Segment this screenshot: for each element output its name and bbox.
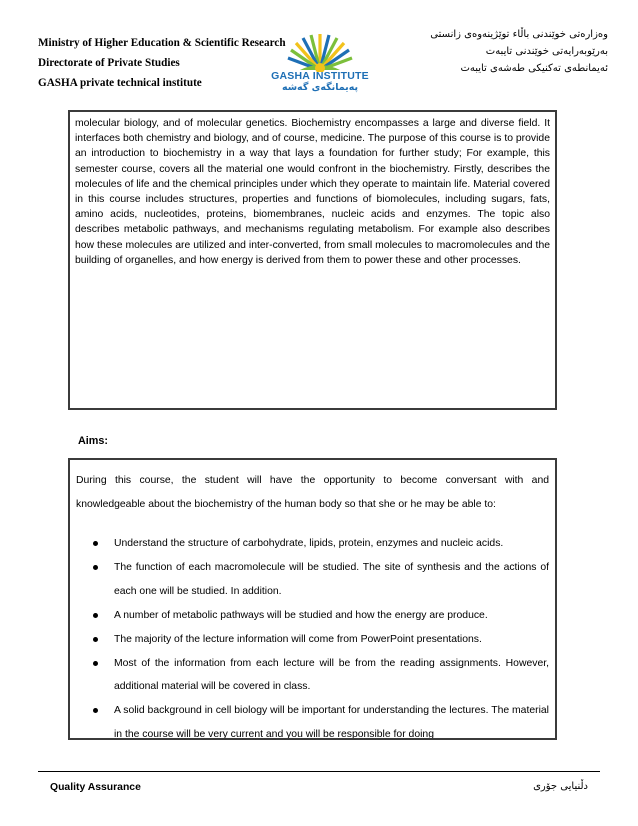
aims-heading: Aims: — [78, 435, 108, 447]
aims-item-text: The majority of the lecture information will come from PowerPoint presentations. — [114, 633, 482, 645]
aims-intro: During this course, the student will have the opportunity to become conversant with and knowledgeable about the biochemistry of the human body so that she or he may be able to: — [76, 475, 549, 510]
bullet-icon — [93, 565, 98, 570]
aims-item-text: A solid background in cell biology will be important for understanding the lectures. The material in the course will be very current and you will be responsible for doing — [114, 705, 549, 740]
bullet-icon — [93, 708, 98, 713]
header-ministry-kurdish: وەزارەتی خوێندنی باڵاء توێژینەوەی زانستی — [430, 29, 608, 40]
aims-list-item — [76, 652, 549, 699]
course-description-box — [68, 110, 557, 410]
footer-quality-assurance: Quality Assurance — [50, 782, 141, 793]
aims-box — [68, 458, 557, 740]
aims-item-text: Understand the structure of carbohydrate, lipids, protein, enzymes and nucleic acids. — [114, 538, 504, 549]
header-left-block — [38, 38, 286, 99]
header-directorate: Directorate of Private Studies — [38, 57, 180, 70]
aims-list-item — [76, 604, 549, 628]
sunburst-icon — [270, 30, 370, 72]
logo-subtitle: پەیمانگەی گەشە — [281, 82, 359, 93]
header-institute: GASHA private technical institute — [38, 77, 202, 90]
aims-list-item — [76, 699, 549, 740]
header-directorate-kurdish: بەرێوبەرایەتی خوێندنی تایبەت — [485, 46, 608, 57]
aims-item-text: The function of each macromolecule will be studied. The site of synthesis and the actions of each one will be studied. In addition. — [114, 562, 549, 597]
header-ministry: Ministry of Higher Education & Scientific Research — [38, 37, 286, 49]
logo-name: GASHA INSTITUTE — [271, 70, 369, 82]
aims-list-item — [76, 628, 549, 652]
aims-item-text: Most of the information from each lecture will be from the reading assignments. However, additional material will be covered in class. — [114, 657, 549, 692]
bullet-icon — [93, 661, 98, 666]
bullet-icon — [93, 541, 98, 546]
course-description-text: molecular biology, and of molecular genetics. Biochemistry encompasses a large and diverse field. It interfaces both chemistry and biology, and of course, medicine. The purpose of this course is to provide an introduction to biochemistry in a way that lays a foundation for further study; For example, this semester course, covers all the material one would confront in the biochemistry. Firstly, describes the molecules of life and the chemical principles under which they operate to maintain life. Material covered in this course includes structures, properties and functions of biomolecules, including sugars, fats, amino acids, nucleotides, proteins, biomembranes, nucleic acids and enzymes. The topic also describes metabolic pathways, and mechanisms regulating metabolism. For example also describes how these molecules are utilized and inter-converted, from small molecules to macromolecules and the building of organelles, and how energy is derived from them to power these and other processes. — [75, 118, 550, 266]
header-right-block — [430, 30, 608, 81]
bullet-icon — [93, 613, 98, 618]
gasha-logo — [270, 30, 370, 92]
footer-quality-assurance-kurdish: دڵنیایی جۆری — [533, 781, 588, 792]
footer-divider — [38, 771, 600, 772]
aims-list — [76, 532, 549, 740]
aims-list-item — [76, 556, 549, 603]
aims-list-item — [76, 532, 549, 556]
aims-item-text: A number of metabolic pathways will be studied and how the energy are produce. — [114, 609, 488, 621]
header-institute-kurdish: ئەیمانطەی تەکنیکی طەشەی تایبەت — [460, 63, 608, 74]
bullet-icon — [93, 637, 98, 642]
